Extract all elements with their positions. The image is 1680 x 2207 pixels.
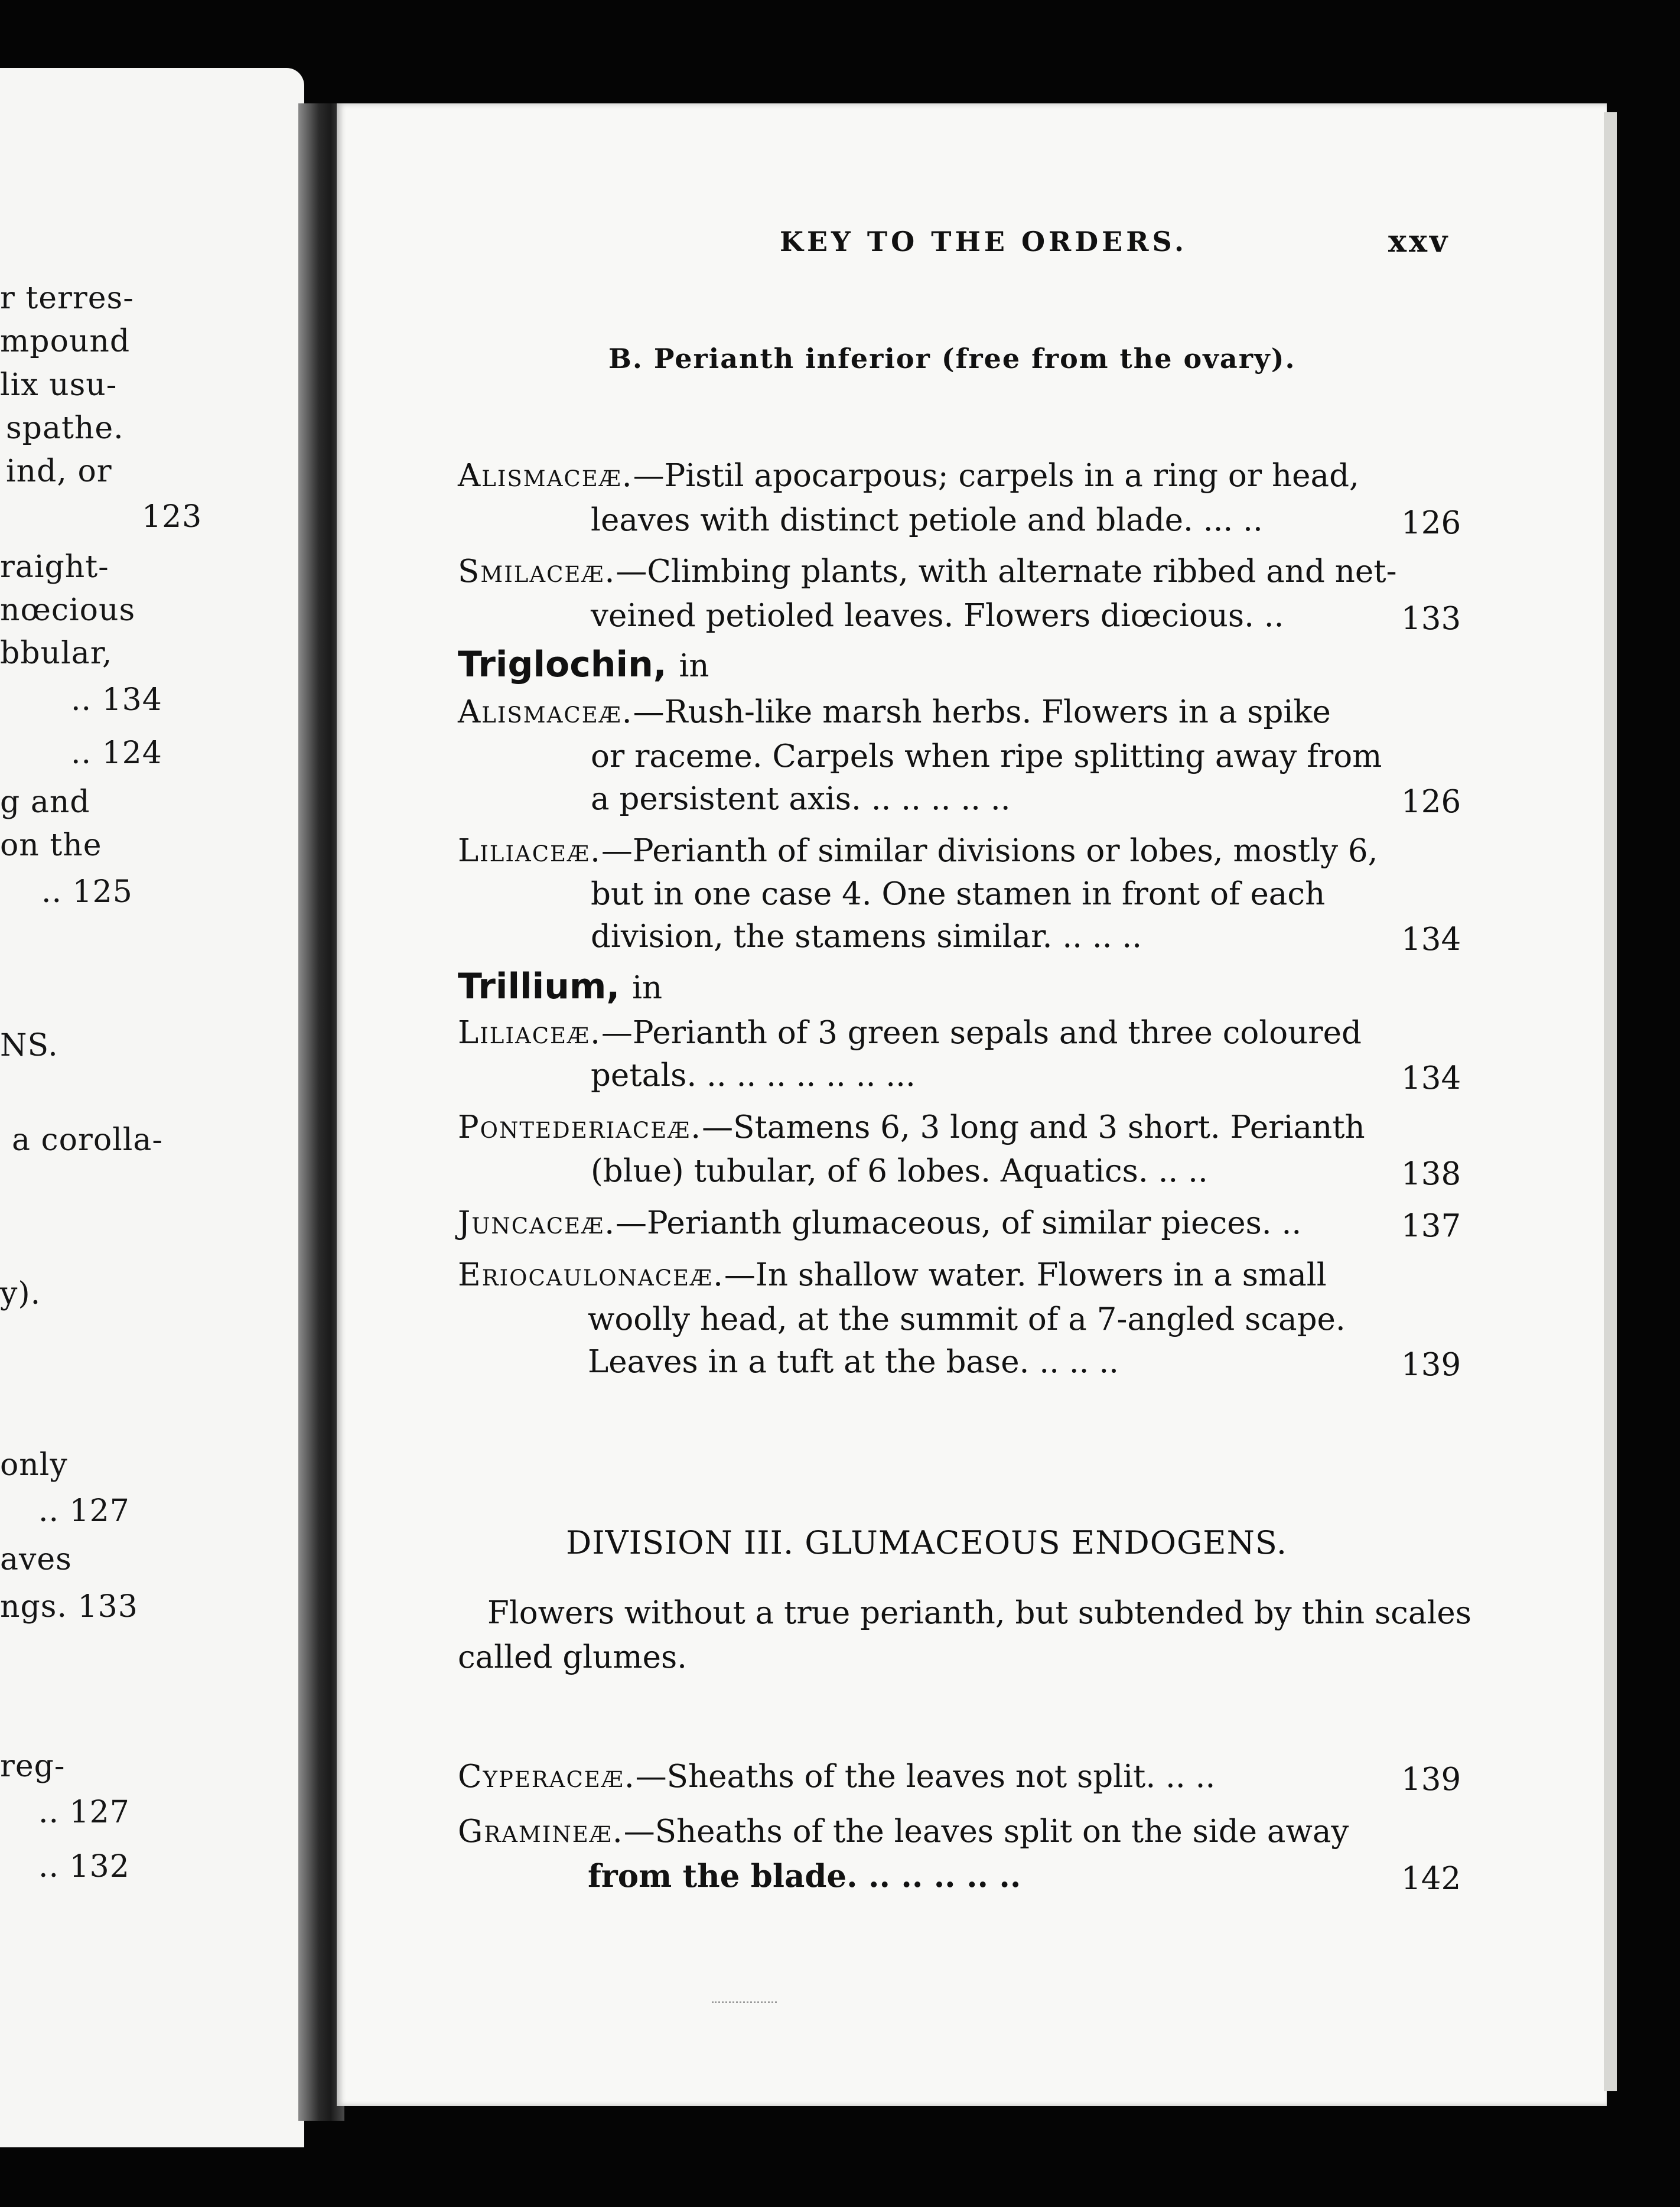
running-head: KEY TO THE ORDERS. <box>780 226 1188 258</box>
page-reference: 126 <box>1401 784 1461 820</box>
left-fragment: on the <box>0 828 102 863</box>
order-name: Alismaceæ. <box>458 694 633 730</box>
key-entry-line <box>458 1109 1365 1145</box>
genus-heading <box>458 644 709 685</box>
left-fragment: raight- <box>0 549 109 585</box>
entry-text: —Stamens 6, 3 long and 3 short. Perianth <box>702 1109 1365 1145</box>
division-heading: DIVISION III. GLUMACEOUS ENDOGENS. <box>566 1524 1288 1561</box>
page-reference: 142 <box>1401 1861 1461 1897</box>
key-entry-line: from the blade. .. .. .. .. .. <box>588 1858 1021 1894</box>
entry-text: —Perianth of 3 green sepals and three coloured <box>601 1015 1362 1051</box>
section-heading: B. Perianth inferior (free from the ovary). <box>608 343 1296 375</box>
left-fragment: 123 <box>142 499 203 535</box>
order-name: Eriocaulonaceæ. <box>458 1257 724 1293</box>
left-fragment: .. 127 <box>38 1493 130 1529</box>
left-fragment: .. 134 <box>71 682 162 718</box>
division-intro-line: Flowers without a true perianth, but subtended by thin scales <box>487 1595 1471 1631</box>
key-entry-line: or raceme. Carpels when ripe splitting away from <box>591 738 1382 774</box>
entry-text: —Climbing plants, with alternate ribbed and net- <box>616 554 1397 590</box>
genus-heading <box>458 966 662 1007</box>
genus-name: Trillium, <box>458 966 620 1007</box>
order-name: Cyperaceæ. <box>458 1759 636 1795</box>
key-entry-line <box>458 1015 1362 1051</box>
order-name: Alismaceæ. <box>458 458 633 494</box>
entry-text: —Perianth glumaceous, of similar pieces. .. <box>616 1205 1302 1241</box>
left-fragment: mpound <box>0 324 131 359</box>
genus-in: in <box>632 970 663 1006</box>
page-reference: 137 <box>1401 1208 1461 1244</box>
key-entry-line: a persistent axis. .. .. .. .. .. <box>591 781 1011 817</box>
key-entry-line <box>458 1759 1215 1795</box>
left-fragment: r terres- <box>0 281 134 316</box>
left-fragment: a corolla- <box>12 1122 163 1158</box>
key-entry-line: petals. .. .. .. .. .. .. ... <box>591 1057 916 1093</box>
entry-text: —In shallow water. Flowers in a small <box>724 1257 1327 1293</box>
left-fragment: bbular, <box>0 636 113 671</box>
left-fragment: nœcious <box>0 593 136 628</box>
left-fragment: aves <box>0 1542 72 1577</box>
division-intro-line: called glumes. <box>458 1639 688 1675</box>
page-reference: 134 <box>1401 922 1461 958</box>
key-entry-line <box>458 1257 1327 1293</box>
order-name: Juncaceæ. <box>458 1205 616 1241</box>
right-page <box>337 103 1607 2106</box>
entry-text: —Sheaths of the leaves not split. .. .. <box>635 1759 1216 1795</box>
entry-text: —Pistil apocarpous; carpels in a ring or head, <box>633 458 1359 494</box>
print-smudge <box>712 2001 777 2009</box>
page-reference: 139 <box>1401 1762 1461 1798</box>
key-entry-line: division, the stamens similar. .. .. .. <box>591 919 1142 955</box>
key-entry-line: (blue) tubular, of 6 lobes. Aquatics. .. .. <box>591 1153 1208 1189</box>
page-reference: 133 <box>1401 601 1461 637</box>
left-fragment: ngs. 133 <box>0 1589 138 1625</box>
left-fragment: spathe. <box>6 411 124 446</box>
left-fragment: .. 125 <box>41 874 133 910</box>
order-name: Liliaceæ. <box>458 833 601 869</box>
key-entry-line: veined petioled leaves. Flowers diœcious. .. <box>591 598 1284 634</box>
key-entry-line: leaves with distinct petiole and blade. ... .. <box>591 502 1263 538</box>
left-fragment: lix usu- <box>0 367 118 403</box>
left-fragment: y). <box>0 1276 41 1311</box>
left-fragment: g and <box>0 785 90 820</box>
left-fragment: NS. <box>0 1028 58 1063</box>
page-reference: 138 <box>1401 1156 1461 1192</box>
left-fragment: reg- <box>0 1749 66 1784</box>
key-entry-line <box>458 1814 1349 1850</box>
key-entry-line: but in one case 4. One stamen in front of each <box>591 876 1326 912</box>
order-name: Liliaceæ. <box>458 1015 601 1051</box>
key-entry-line <box>458 554 1397 590</box>
key-entry-line <box>458 1205 1301 1241</box>
genus-name: Triglochin, <box>458 644 667 685</box>
page-number: xxv <box>1388 223 1450 259</box>
order-name: Gramineæ. <box>458 1814 624 1850</box>
entry-text: —Sheaths of the leaves split on the side away <box>623 1814 1349 1850</box>
left-fragment: .. 124 <box>71 735 162 771</box>
key-entry-line: woolly head, at the summit of a 7-angled scape. <box>588 1301 1346 1337</box>
page-reference: 134 <box>1401 1060 1461 1096</box>
key-entry-line <box>458 694 1331 730</box>
left-fragment: .. 132 <box>38 1849 130 1884</box>
entry-text: —Rush-like marsh herbs. Flowers in a spike <box>633 694 1331 730</box>
entry-text: —Perianth of similar divisions or lobes, mostly 6, <box>601 833 1378 869</box>
key-entry-line <box>458 833 1378 869</box>
page-reference: 139 <box>1401 1347 1461 1383</box>
order-name: Pontederiaceæ. <box>458 1109 702 1145</box>
order-name: Smilaceæ. <box>458 554 616 590</box>
key-entry-line: Leaves in a tuft at the base. .. .. .. <box>588 1344 1119 1380</box>
left-fragment: .. 127 <box>38 1795 130 1830</box>
genus-in: in <box>679 648 709 684</box>
page-edge <box>1604 112 1617 2091</box>
left-fragment: ind, or <box>6 454 112 489</box>
left-fragment: only <box>0 1447 68 1483</box>
key-entry-line <box>458 458 1359 494</box>
page-reference: 126 <box>1401 505 1461 541</box>
